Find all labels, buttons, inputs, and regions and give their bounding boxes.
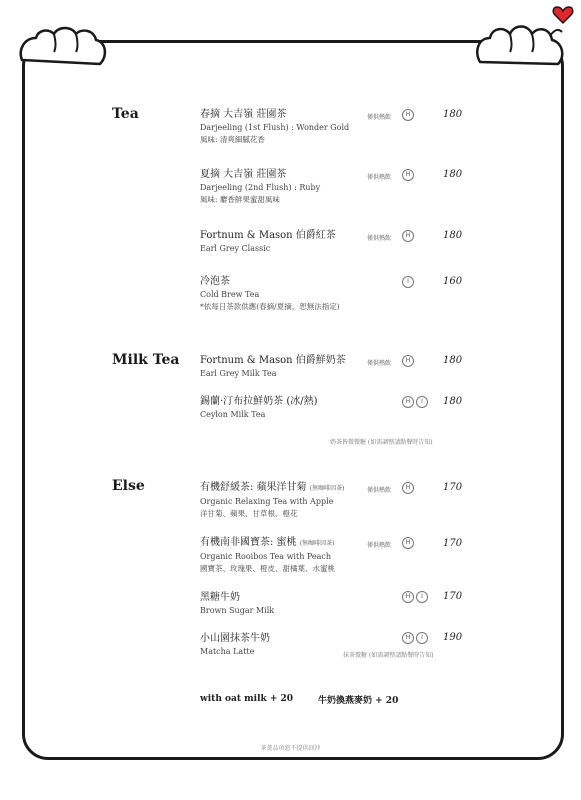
availability-label: 僅供熱飲 — [367, 542, 392, 549]
hot-badge-icon: H — [402, 537, 414, 549]
cartoon-hand-left-icon — [14, 20, 114, 68]
item-flavor: 風味: 清爽細膩花香 — [200, 135, 265, 144]
cartoon-hand-right-icon — [470, 18, 570, 68]
hot-badge-icon: H — [402, 632, 414, 644]
item-price: 180 — [443, 355, 463, 366]
item-price: 180 — [443, 109, 463, 120]
item-name-en: Brown Sugar Milk — [200, 606, 275, 615]
item-name-en: Ceylon Milk Tea — [200, 410, 266, 419]
hot-badge-icon: H — [402, 169, 414, 181]
item-name-zh: 夏摘 大吉嶺 莊園茶 — [200, 169, 287, 180]
hot-badge-icon: H — [402, 591, 414, 603]
item-price: 170 — [443, 482, 463, 493]
hot-badge-icon: H — [402, 396, 414, 408]
item-price: 160 — [443, 276, 463, 287]
item-name-zh: 錫蘭·汀布拉鮮奶茶 (冰/熱) — [200, 396, 318, 407]
item-name-zh: 冷泡茶 — [200, 276, 230, 287]
item-name-zh: 有機南非國寶茶: 蜜桃 — [200, 537, 297, 548]
menu-item — [200, 108, 470, 146]
item-name-en: Organic Rooibos Tea with Peach — [200, 552, 332, 561]
item-name-zh: 小山園抹茶牛奶 — [200, 633, 270, 644]
availability-label: 僅供熱飲 — [367, 174, 392, 181]
footer-note: 茶葉品項恕不提供回沖 — [260, 745, 321, 752]
item-price: 170 — [443, 591, 463, 602]
item-name-en: Earl Grey Milk Tea — [200, 369, 277, 378]
item-name-en: Darjeeling (1st Flush) : Wonder Gold — [200, 123, 350, 132]
hot-badge-icon: H — [402, 230, 414, 242]
item-ingredients: 洋甘菊、蘋果、甘草根、橙花 — [200, 509, 298, 518]
item-name-en: Darjeeling (2nd Flush) : Ruby — [200, 183, 321, 192]
item-ingredients: 國寶茶、玫瑰果、橙皮、甜橘葉、水蜜桃 — [200, 564, 335, 573]
item-flavor: 風味: 麝香鮮果蜜甜風味 — [200, 195, 280, 204]
item-name-zh: 有機舒緩茶: 蘋果洋甘菊 — [200, 482, 307, 493]
item-price: 180 — [443, 396, 463, 407]
item-price: 180 — [443, 230, 463, 241]
menu-item — [200, 168, 470, 206]
item-name-zh-row — [200, 536, 470, 551]
hot-badge-icon: H — [402, 482, 414, 494]
iced-badge-icon: I — [416, 396, 428, 408]
menu-item — [200, 536, 470, 575]
item-name-en: Organic Relaxing Tea with Apple — [200, 497, 334, 506]
caffeine-free-tag: (無咖啡因茶) — [299, 540, 335, 547]
menu-item — [200, 481, 470, 520]
item-price: 190 — [443, 632, 463, 643]
item-name-zh: Fortnum & Mason 伯爵紅茶 — [200, 230, 336, 241]
milk-tea-sweetness-note: 奶茶皆微微糖 (如需調整請點餐時告知) — [330, 439, 433, 446]
item-name-en: Cold Brew Tea — [200, 290, 260, 299]
hot-badge-icon: H — [402, 109, 414, 121]
hot-badge-icon: H — [402, 355, 414, 367]
item-name-zh: Fortnum & Mason 伯爵鮮奶茶 — [200, 355, 346, 366]
item-name-zh: 黑糖牛奶 — [200, 592, 240, 603]
item-name-en: Matcha Latte — [200, 647, 255, 656]
section-title-else: Else — [112, 478, 145, 494]
menu-item — [200, 591, 470, 617]
iced-badge-icon: I — [402, 276, 414, 288]
menu-item — [200, 275, 470, 313]
item-price: 180 — [443, 169, 463, 180]
oat-milk-addon-zh: 牛奶換燕麥奶 + 20 — [318, 696, 399, 706]
menu-item — [200, 395, 470, 421]
menu-item — [200, 229, 470, 255]
caffeine-free-tag: (無咖啡因茶) — [309, 485, 345, 492]
section-title-tea: Tea — [112, 106, 139, 122]
availability-label: 僅供熱飲 — [367, 114, 392, 121]
menu-item — [200, 354, 470, 380]
matcha-sweetness-note: 抹茶微糖 (如需調整請點餐時告知) — [343, 652, 434, 659]
item-name-zh: 春摘 大吉嶺 莊園茶 — [200, 109, 287, 120]
iced-badge-icon: I — [416, 632, 428, 644]
availability-label: 僅供熱飲 — [367, 235, 392, 242]
section-title-milk-tea: Milk Tea — [112, 352, 180, 368]
item-note: *依每日茶款供應(春摘/夏摘，恕無法指定) — [200, 302, 340, 311]
item-price: 170 — [443, 538, 463, 549]
iced-badge-icon: I — [416, 591, 428, 603]
availability-label: 僅供熱飲 — [367, 487, 392, 494]
oat-milk-addon-en: with oat milk + 20 — [200, 694, 294, 704]
item-name-en: Earl Grey Classic — [200, 244, 271, 253]
item-name-zh-row — [200, 481, 470, 496]
availability-label: 僅供熱飲 — [367, 360, 392, 367]
